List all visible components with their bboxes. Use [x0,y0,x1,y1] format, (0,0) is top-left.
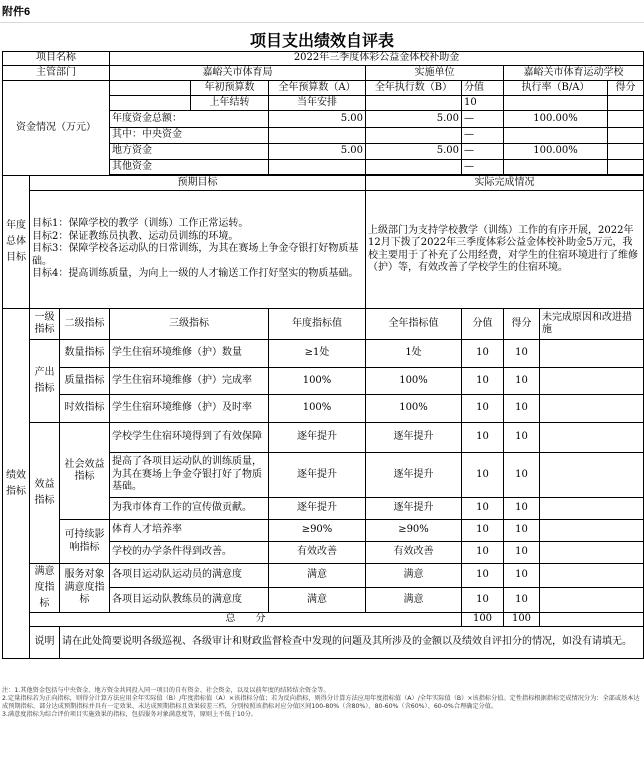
perf-full: 逐年提升 [366,453,462,498]
funds-row-score: — [462,128,504,144]
perf-h-reason: 未完成原因和改进措施 [540,309,644,340]
perf-points: 10 [504,498,540,520]
perf-l3: 各项目运动队教练员的满意度 [110,587,269,612]
perf-side-label: 绩效指标 [3,309,30,659]
sheet-grid-header [0,0,644,23]
funds-h-rate: 执行率（B/A） [504,81,608,96]
funds-label: 资金情况（万元） [3,81,110,176]
perf-year: 有效改善 [269,542,366,564]
funds-row-rate: 100.00% [504,111,608,128]
perf-h-score: 分值 [462,309,504,340]
funds-row-budget: 5.00 [269,111,366,128]
funds-row-label: 其中：中央资金 [110,128,269,144]
funds-row-budget [269,128,366,144]
perf-full: 逐年提升 [366,498,462,520]
perf-h-full: 全年指标值 [366,309,462,340]
total-points: 100 [504,613,540,627]
funds-row-exec [366,160,462,175]
perf-points: 10 [504,587,540,612]
dept-label: 主管部门 [3,66,110,81]
explain-text: 请在此处简要说明各级巡视、各级审计和财政监督检查中发现的问题及其所涉及的金额以及绩效自评扣分的情况，如没有请填无。 [60,627,644,659]
perf-year: 100% [269,368,366,395]
perf-year: 逐年提升 [269,498,366,520]
total-label: 总 分 [30,613,462,627]
perf-score: 10 [462,395,504,423]
perf-year: 满意 [269,564,366,588]
impl-label: 实施单位 [366,66,504,81]
perf-l3: 学生住宿环境维修（护）及时率 [110,395,269,423]
funds-row-label: 地方资金 [110,144,269,160]
funds-row-budget: 5.00 [269,144,366,160]
perf-reason [540,395,644,423]
perf-l3: 学生住宿环境维修（护）完成率 [110,368,269,395]
perf-reason [540,520,644,542]
perf-full: 逐年提升 [366,423,462,453]
page-title: 项目支出绩效自评表 [249,31,394,50]
goal-item: 目标4：提高训练质量，为向上一级的人才输送工作打好坚实的物质基础。 [32,268,359,280]
perf-h-l1: 一级指标 [30,309,60,340]
dept-value: 嘉峪关市体育局 [110,66,366,81]
perf-full: 有效改善 [366,542,462,564]
funds-h-full: 全年预算数（A） [269,81,366,96]
goals-expected [30,191,366,309]
funds-sub-blank [110,96,191,111]
perf-year: 逐年提升 [269,453,366,498]
perf-full: 100% [366,395,462,423]
perf-score: 10 [462,453,504,498]
perf-score: 10 [462,423,504,453]
funds-row-exec [366,128,462,144]
evaluation-table [2,51,644,659]
perf-points: 10 [504,453,540,498]
funds-h-points: 得分 [608,81,644,96]
perf-score: 10 [462,564,504,588]
perf-l2: 时效指标 [60,395,110,423]
goals-side-label: 年度总体目标 [3,176,30,309]
total-reason [540,613,644,627]
perf-full: 满意 [366,587,462,612]
funds-row-budget [269,160,366,175]
perf-h-points: 得分 [504,309,540,340]
perf-l3: 提高了各项目运动队的训练质量，为其在赛场上争金夺银打好了物质基础。 [110,453,269,498]
funds-row-score: — [462,144,504,160]
perf-year: ≥90% [269,520,366,542]
perf-score: 10 [462,520,504,542]
perf-points: 10 [504,542,540,564]
perf-points: 10 [504,340,540,368]
goal-item: 目标1：保障学校的教学（训练）工作正常运转。 [32,218,249,230]
perf-l2: 数量指标 [60,340,110,368]
footnote: 3.满意度指标为综合评价项目实施效果的指标，包括服务对象满意度等，原则上不低于10分。 [2,711,258,718]
perf-l3: 学校的办学条件得到改善。 [110,542,269,564]
funds-row-points [608,160,644,175]
perf-points: 10 [504,395,540,423]
project-name-value: 2022年三季度体彩公益金体校补助金 [110,52,644,66]
funds-row-exec: 5.00 [366,111,462,128]
perf-score: 10 [462,340,504,368]
perf-reason [540,453,644,498]
perf-year: 逐年提升 [269,423,366,453]
perf-points: 10 [504,368,540,395]
perf-score: 10 [462,498,504,520]
funds-row-score: — [462,160,504,175]
service-label: 服务对象满意度指标 [60,564,110,613]
output-label: 产出指标 [30,340,60,423]
goals-h-actual: 实际完成情况 [366,176,644,191]
funds-h-score: 分值 [462,81,504,96]
perf-reason [540,368,644,395]
funds-row-rate: 100.00% [504,144,608,160]
explain-label: 说明 [30,627,60,659]
perf-score: 10 [462,542,504,564]
funds-sub-current: 当年安排 [269,96,366,111]
footnote: 注：1.其他资金包括与中央资金、地方资金共同投入同一项目的自有资金、社会资金，以及以前年度的结转结余资金等。 [2,687,330,694]
perf-h-l3: 三级指标 [110,309,269,340]
perf-l3: 体育人才培养率 [110,520,269,542]
funds-row-score: — [462,111,504,128]
perf-score: 10 [462,587,504,612]
perf-reason [540,542,644,564]
funds-sub-carry: 上年结转 [191,96,269,111]
footnote: 2.定量指标若为正向指标，则得分计算方法应用全年实际值（B）/年度指标值（A）×该指标分值；若为反向指标，则得分计算方法应用年度指标值（A）/全年实际值（B）×该指标分值。定性指标根据指标完成情况分为：全部或基本达成预期指标、部分达成预期指标并具有一定效果、未达成预期指标且效果较差三档，分别按照该指标对应分值区间100-80%（含80%）、80-60%（含60%）、60-0%合理确定分值。 [2,695,640,710]
perf-reason [540,423,644,453]
goal-item: 目标3：保障学校各运动队的日常训练，为其在赛场上争金夺银打好物质基础。 [32,243,359,267]
social-label: 社会效益指标 [60,423,110,520]
perf-reason [540,340,644,368]
attachment-label: 附件6 [2,6,31,18]
perf-year: 满意 [269,587,366,612]
funds-h-initial: 年初预算数 [191,81,269,96]
funds-blank [110,81,191,96]
funds-row-label: 年度资金总额： [110,111,269,128]
funds-row-points [608,128,644,144]
goals-actual: 上级部门为支持学校教学（训练）工作的有序开展，2022年12月下拨了2022年三季度体彩公益金体校补助金5万元，我校主要用于了补充了公用经费，对学生的住宿环境进行了维修（护）等，有效改善了学校学生的住宿环境。 [366,191,644,309]
perf-points: 10 [504,423,540,453]
project-name-label: 项目名称 [3,52,110,66]
goals-h-expected: 预期目标 [30,176,366,191]
perf-l3: 为我市体育工作的宣传做贡献。 [110,498,269,520]
perf-year: 100% [269,395,366,423]
funds-sub-blank3 [504,96,608,111]
perf-h-l2: 二级指标 [60,309,110,340]
funds-sub-blank4 [608,96,644,111]
perf-l3: 学校学生住宿环境得到了有效保障 [110,423,269,453]
goal-item: 目标2：保证教练员执教、运动员训练的环境。 [32,230,239,242]
funds-row-rate [504,160,608,175]
perf-points: 10 [504,520,540,542]
perf-l3: 学生住宿环境维修（护）数量 [110,340,269,368]
funds-row-points [608,111,644,128]
perf-points: 10 [504,564,540,588]
funds-h-exec: 全年执行数（B） [366,81,462,96]
benefit-label: 效益指标 [30,423,60,564]
perf-l3: 各项目运动队运动员的满意度 [110,564,269,588]
funds-row-label: 其他资金 [110,160,269,175]
perf-l2: 质量指标 [60,368,110,395]
funds-row-rate [504,128,608,144]
funds-sub-blank2 [366,96,462,111]
perf-reason [540,564,644,588]
perf-h-year: 年度指标值 [269,309,366,340]
perf-full: 1处 [366,340,462,368]
funds-row-points [608,144,644,160]
satisfaction-label: 满意度指标 [30,564,60,613]
sustain-label: 可持续影响指标 [60,520,110,564]
impl-value: 嘉峪关市体育运动学校 [504,66,644,81]
perf-full: 满意 [366,564,462,588]
perf-reason [540,587,644,612]
funds-row-exec: 5.00 [366,144,462,160]
total-score: 100 [462,613,504,627]
perf-year: ≥1处 [269,340,366,368]
funds-score-value: 10 [462,96,504,111]
perf-score: 10 [462,368,504,395]
footnotes [2,687,643,719]
perf-full: ≥90% [366,520,462,542]
perf-reason [540,498,644,520]
perf-full: 100% [366,368,462,395]
